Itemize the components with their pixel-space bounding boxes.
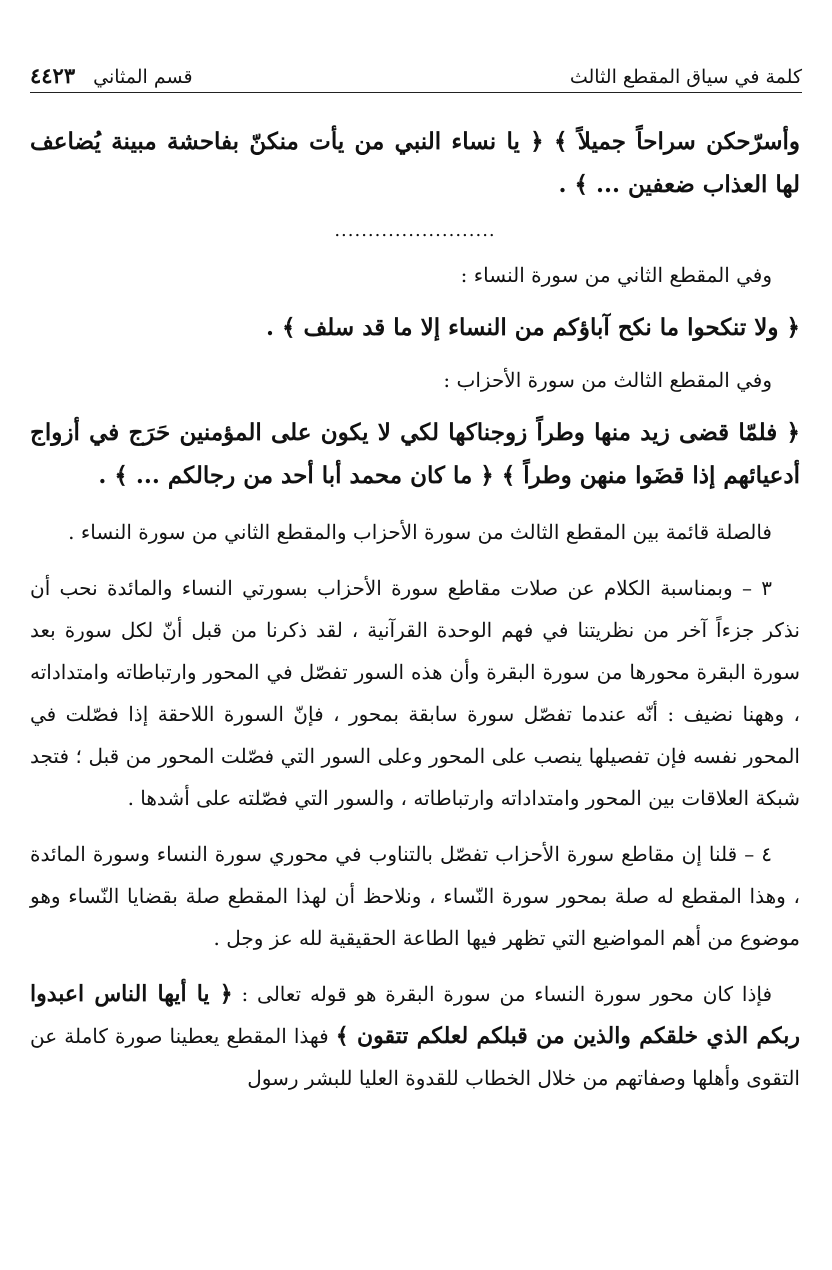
- page-number: ٤٤٢٣: [30, 63, 76, 88]
- paragraph-link: فالصلة قائمة بين المقطع الثالث من سورة الأحزاب والمقطع الثاني من سورة النساء .: [68, 520, 772, 544]
- header-left: [30, 63, 193, 88]
- paragraph-5-start: فإذا كان محور سورة النساء من سورة البقرة هو قوله تعالى :: [232, 982, 772, 1006]
- page-body: [30, 120, 800, 1099]
- quran-quote-4: ﴿ يا أيها الناس اعبدوا ربكم الذي خلقكم والذين من قبلكم لعلكم تتقون ﴾: [30, 981, 800, 1049]
- intro-second-segment: وفي المقطع الثاني من سورة النساء :: [460, 263, 772, 287]
- section-name: قسم المثاني: [93, 66, 193, 88]
- paragraph-3: ٣ – وبمناسبة الكلام عن صلات مقاطع سورة الأحزاب بسورتي النساء والمائدة نحب أن نذكر جزءاً آخر من نظريتنا في فهم الوحدة القرآنية ، لقد ذكرنا من قبل أنّ لكل سورة بعد سورة البقرة محورها من سورة البقرة وأن هذه السور تفصّل في المحور وارتباطاته وامتداداته ، وههنا نضيف : أنّه عندما تفصّل سورة سابقة بمحور ، فإنّ السورة اللاحقة إذا فصّلت في المحور نفسه فإن تفصيلها ينصب على المحور وعلى السور التي فصّلت المحور من قبل ؛ فتجد شبكة العلاقات بين المحور وامتداداته وارتباطاته ، والسور التي فصّلته على أشدها .: [30, 576, 800, 810]
- paragraph-5-end: فهذا المقطع يعطينا صورة كاملة عن التقوى وأهلها وصفاتهم من خلال الخطاب للقدوة العليا للبشر رسول: [30, 1024, 800, 1090]
- intro-third-segment: وفي المقطع الثالث من سورة الأحزاب :: [443, 368, 772, 392]
- chapter-title: كلمة في سياق المقطع الثالث: [569, 66, 802, 88]
- paragraph-5: [30, 973, 800, 1099]
- running-header: [30, 54, 802, 93]
- quran-quote-2: ﴿ ولا تنكحوا ما نكح آباؤكم من النساء إلا ما قد سلف ﴾ .: [266, 314, 800, 341]
- quran-quote-1: وأسرّحكن سراحاً جميلاً ﴾ ﴿ يا نساء النبي من يأت منكنّ بفاحشة مبينة يُضاعف لها العذاب ضعفين ... ﴾ .: [30, 128, 800, 198]
- quran-quote-3: ﴿ فلمّا قضى زيد منها وطراً زوجناكها لكي لا يكون على المؤمنين حَرَج في أزواج أدعيائهم إذا قضَوا منهن وطراً ﴾ ﴿ ما كان محمد أبا أحد من رجالكم ... ﴾ .: [30, 419, 800, 489]
- paragraph-4: ٤ – قلنا إن مقاطع سورة الأحزاب تفصّل بالتناوب في محوري سورة النساء وسورة المائدة ، وهذا المقطع له صلة بمحور سورة النّساء ، ونلاحظ أن لهذا المقطع صلة بقضايا النّساء وهو موضوع من أهم المواضيع التي تظهر فيها الطاعة الحقيقية لله عز وجل .: [30, 842, 800, 950]
- separator: ........................: [334, 220, 496, 241]
